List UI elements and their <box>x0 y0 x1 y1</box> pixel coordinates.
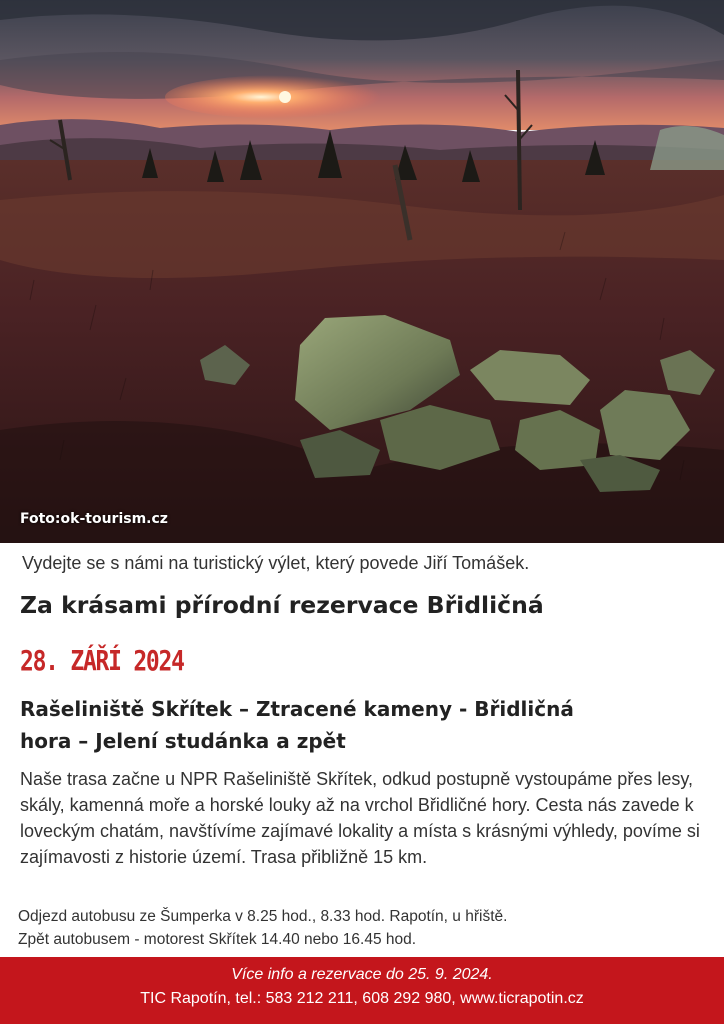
departure-line-2: Zpět autobusem - motorest Skřítek 14.40 nebo 16.45 hod. <box>18 931 417 948</box>
event-date: 28. ZÁŘÍ 2024 <box>20 644 184 677</box>
intro-text: Vydejte se s námi na turistický výlet, který povede Jiří Tomášek. <box>22 553 530 573</box>
departure-info <box>18 905 507 951</box>
departure-line-1: Odjezd autobusu ze Šumperka v 8.25 hod., 8.33 hod. Rapotín, u hřiště. <box>18 908 508 925</box>
footer-banner <box>0 957 724 1024</box>
route-heading <box>20 693 710 757</box>
route-line-1: Rašeliniště Skřítek – Ztracené kameny - Břidličná <box>20 697 574 721</box>
trip-description: Naše trasa začne u NPR Rašeliniště Skřítek, odkud postupně vystoupáme přes lesy, skály, kamenná moře a horské louky až na vrchol Břidličné hory. Cesta nás zavede k loveckým chatám, navštívíme zajímavé lokality a místa s krásnými výhledy, povíme si zajímavosti z historie území. Trasa přibližně 15 km. <box>20 769 700 867</box>
footer-contact: TIC Rapotín, tel.: 583 212 211, 608 292 980, www.ticrapotin.cz <box>140 990 584 1007</box>
event-title: Za krásami přírodní rezervace Břidličná <box>20 591 544 619</box>
route-line-2: hora – Jelení studánka a zpět <box>20 729 346 753</box>
footer-reservation: Více info a rezervace do 25. 9. 2024. <box>231 966 493 983</box>
photo-credit: Foto:ok-tourism.cz <box>20 511 168 527</box>
